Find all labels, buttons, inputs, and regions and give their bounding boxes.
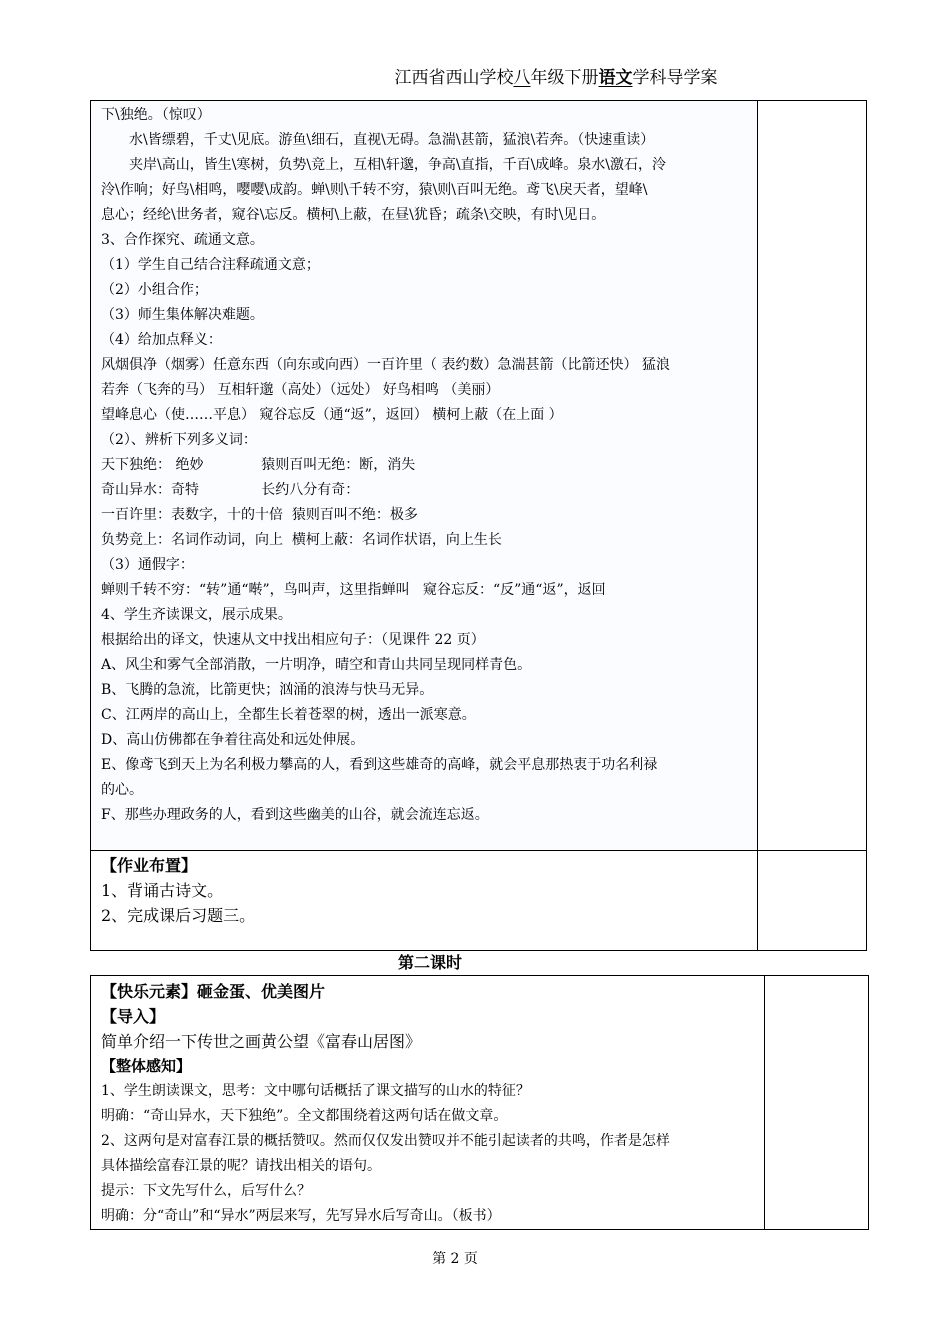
text-line: 提示：下文先写什么，后写什么？ bbox=[101, 1183, 311, 1199]
homework-title: 【作业布置】 bbox=[101, 856, 198, 875]
school-name: 江西省西山学校 bbox=[394, 68, 514, 88]
text-line: 水\皆缥碧，千丈\见底。游鱼\细石，直视\无碍。急湍\甚箭，猛浪\若奔。（快速重读） bbox=[129, 132, 655, 148]
text-line: 负势竞上：名词作动词，向上 横柯上蔽：名词作状语，向上生长 bbox=[101, 532, 502, 548]
translation-item: 的心。 bbox=[101, 782, 143, 798]
notes-cell bbox=[758, 851, 867, 951]
text-line: 具体描绘富春江景的呢？请找出相关的语句。 bbox=[101, 1158, 381, 1174]
overall-title: 【整体感知】 bbox=[101, 1057, 192, 1075]
text-line: （4）给加点释义： bbox=[101, 332, 222, 348]
content-cell bbox=[91, 976, 765, 1230]
text-line: 根据给出的译文，快速从文中找出相应句子：（见课件 22 页） bbox=[101, 632, 485, 648]
subject-value: 语文 bbox=[598, 68, 633, 88]
gloss-line: 风烟俱净（烟雾）任意东西（向东或向西）一百许里（ 表约数）急湍甚箭（比箭还快） 猛浪 bbox=[101, 357, 670, 373]
text-line: （3）师生集体解决难题。 bbox=[101, 307, 264, 323]
notes-cell bbox=[758, 101, 867, 851]
happy-element-line: 【快乐元素】砸金蛋、优美图片 bbox=[101, 982, 326, 1001]
translation-item: B、飞腾的急流，比箭更快；汹涌的浪涛与快马无异。 bbox=[101, 682, 434, 698]
homework-item: 1、背诵古诗文。 bbox=[101, 881, 224, 900]
grade-suffix: 年级下册 bbox=[530, 68, 599, 88]
lesson-heading: 第二课时 bbox=[397, 953, 462, 972]
notes-cell bbox=[765, 976, 869, 1230]
homework-item: 2、完成课后习题三。 bbox=[101, 906, 256, 925]
intro-title: 【导入】 bbox=[101, 1007, 166, 1026]
text-line: 息心；经纶\世务者，窥谷\忘反。横柯\上蔽，在昼\犹昏；疏条\交映，有时\见日。 bbox=[101, 207, 606, 223]
content-cell bbox=[91, 101, 758, 851]
text-line: 2、这两句是对富春江景的概括赞叹。然而仅仅发出赞叹并不能引起读者的共鸣，作者是怎样 bbox=[101, 1133, 670, 1149]
lesson-table-1 bbox=[90, 100, 867, 951]
gloss-line: 望峰息心（使……平息） 窥谷忘反（通“返”，返回） 横柯上蔽（在上面 ） bbox=[101, 407, 563, 423]
page-header bbox=[360, 64, 752, 101]
text-line: （1）学生自己结合注释疏通文意； bbox=[101, 257, 320, 273]
text-line: 奇山异水：奇特 长约八分有奇： bbox=[101, 482, 360, 498]
intro-text: 简单介绍一下传世之画黄公望《富春山居图》 bbox=[101, 1032, 422, 1051]
text-line: 蝉则千转不穷：“转”通“啭”，鸟叫声，这里指蝉叫 窥谷忘反：“反”通“返”，返回 bbox=[101, 582, 606, 598]
homework-cell bbox=[91, 851, 758, 951]
grade-value: 八 bbox=[513, 68, 531, 88]
text-line: （2）、辨析下列多义词： bbox=[101, 432, 257, 448]
text-line: 明确：“奇山异水，天下独绝”。全文都围绕着这两句话在做文章。 bbox=[101, 1108, 508, 1124]
doc-type: 学科导学案 bbox=[632, 68, 718, 88]
translation-item: F、那些办理政务的人，看到这些幽美的山谷，就会流连忘返。 bbox=[101, 807, 489, 823]
translation-item: D、高山仿佛都在争着往高处和远处伸展。 bbox=[101, 732, 365, 748]
text-line: 下\独绝。（惊叹） bbox=[101, 107, 211, 123]
translation-item: A、风尘和雾气全部消散，一片明净，晴空和青山共同呈现同样青色。 bbox=[101, 657, 532, 673]
text-line: 一百许里：表数字，十的十倍 猿则百叫不绝：极多 bbox=[101, 507, 418, 523]
text-line: 天下独绝： 绝妙 猿则百叫无绝：断，消失 bbox=[101, 457, 416, 473]
lesson-table-2 bbox=[90, 975, 869, 1230]
text-line: 泠\作响；好鸟\相鸣，嘤嘤\成韵。蝉\则\千转不穷，猿\则\百叫无绝。鸢飞\戾天者，望峰\ bbox=[101, 182, 648, 198]
page-number: 第 2 页 bbox=[432, 1251, 478, 1267]
step-heading: 4、学生齐读课文，展示成果。 bbox=[101, 607, 292, 623]
translation-item: C、江两岸的高山上，全都生长着苍翠的树，透出一派寒意。 bbox=[101, 707, 476, 723]
text-line: （2）小组合作； bbox=[101, 282, 208, 298]
step-heading: 3、合作探究、疏通文意。 bbox=[101, 232, 264, 248]
text-line: 1、学生朗读课文，思考：文中哪句话概括了课文描写的山水的特征？ bbox=[101, 1083, 530, 1099]
translation-item: E、像鸢飞到天上为名利极力攀高的人，看到这些雄奇的高峰，就会平息那热衷于功名利禄 bbox=[101, 757, 658, 773]
text-line: 明确：分“奇山”和“异水”两层来写，先写异水后写奇山。（板书） bbox=[101, 1208, 501, 1224]
gloss-line: 若奔（飞奔的马） 互相轩邈（高处）（远处） 好鸟相鸣 （美丽） bbox=[101, 382, 500, 398]
text-line: （3）通假字： bbox=[101, 557, 194, 573]
text-line: 夹岸\高山，皆生\寒树，负势\竞上，互相\轩邈，争高\直指，千百\成峰。泉水\激石，泠 bbox=[129, 157, 667, 173]
